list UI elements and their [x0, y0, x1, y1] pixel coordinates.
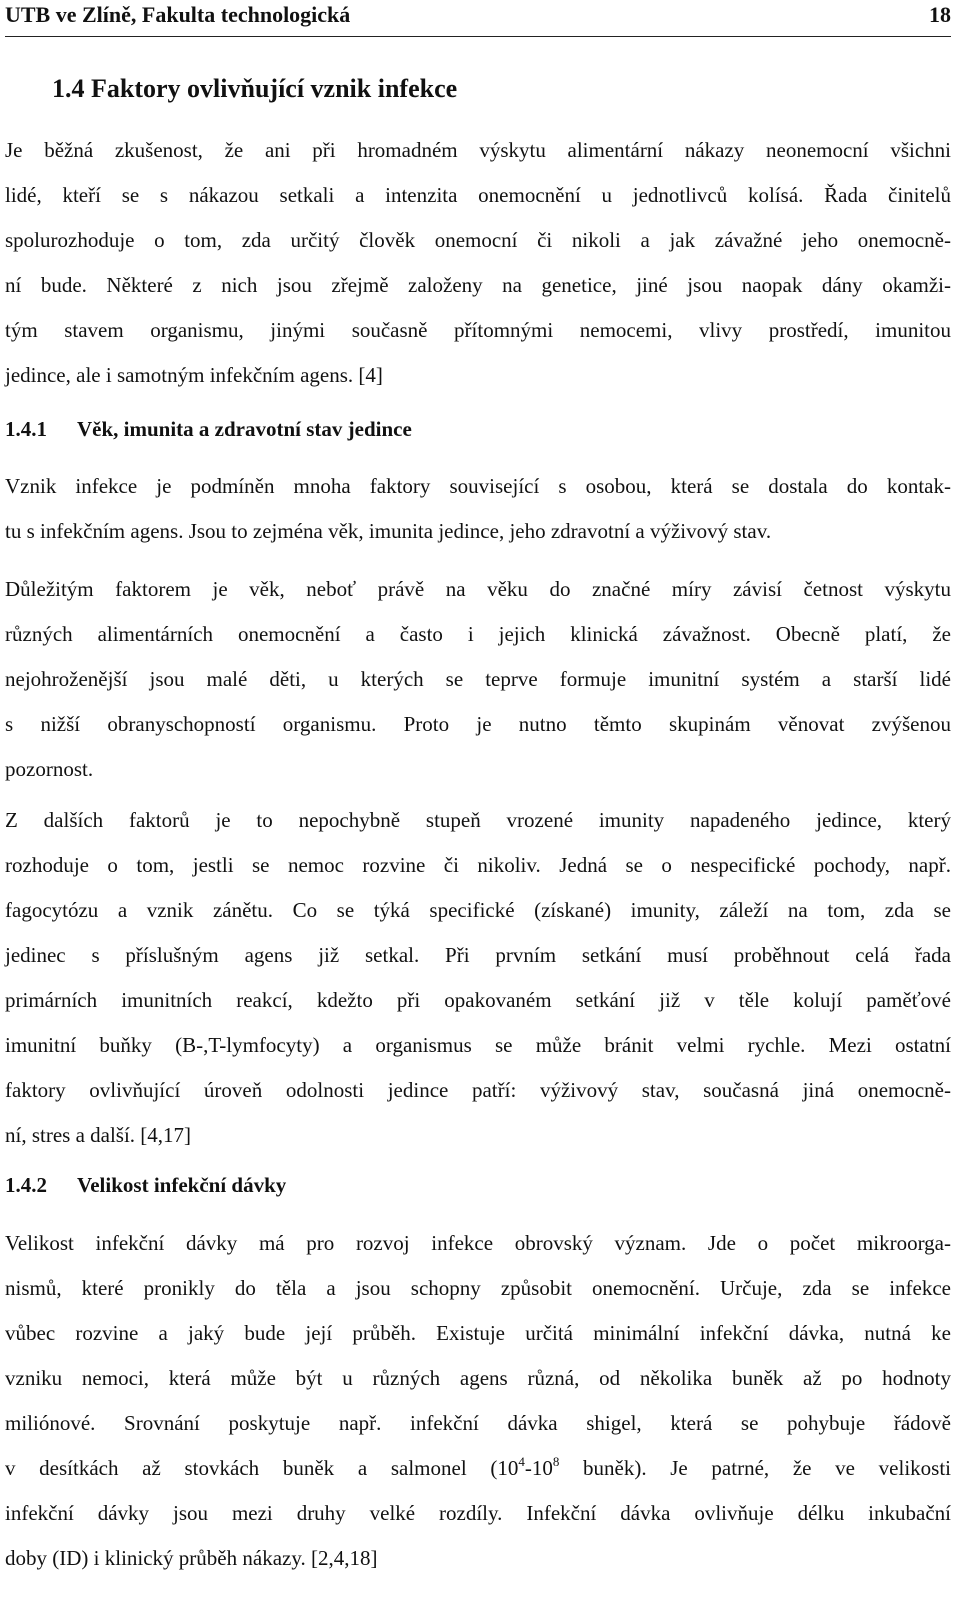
text-line: nismů, které pronikly do těla a jsou schopny způsobit onemocnění. Určuje, zda se infekce [5, 1276, 951, 1300]
subsection-heading-1-4-1 [5, 417, 412, 442]
text-line: Je běžná zkušenost, že ani při hromadném výskytu alimentární nákazy neonemocní všichni [5, 138, 951, 162]
text-line: fagocytózu a vznik zánětu. Co se týká specifické (získané) imunity, záleží na tom, zda se [5, 898, 951, 922]
text-line: Velikost infekční dávky má pro rozvoj infekce obrovský význam. Jde o počet mikroorga- [5, 1231, 951, 1255]
section-heading: 1.4 Faktory ovlivňující vznik infekce [52, 74, 458, 103]
page-header [5, 0, 951, 37]
text-line: infekční dávky jsou mezi druhy velké rozdíly. Infekční dávka ovlivňuje délku inkubační [5, 1501, 951, 1525]
text-line: tým stavem organismu, jinými současně přítomnými nemocemi, vlivy prostředí, imunitou [5, 318, 951, 342]
text-line: imunitní buňky (B-,T-lymfocyty) a organismus se může bránit velmi rychle. Mezi ostatní [5, 1033, 951, 1057]
subsection-heading-1-4-2 [5, 1173, 286, 1198]
text-line: ní, stres a další. [4,17] [5, 1123, 192, 1147]
text-line: vzniku nemoci, která může být u různých agens různá, od několika buněk až po hodnoty [5, 1366, 951, 1390]
header-institution: UTB ve Zlíně, Fakulta technologická [5, 2, 351, 27]
paragraph-age [5, 567, 951, 792]
paragraph-infection-factors [5, 464, 951, 554]
text-line: pozornost. [5, 757, 94, 781]
text-line: Důležitým faktorem je věk, neboť právě na věku do značné míry závisí četnost výskytu [5, 577, 951, 601]
text-line: s nižší obranyschopností organismu. Proto je nutno těmto skupinám věnovat zvýšenou [5, 712, 951, 736]
line-segment: v desítkách až stovkách buněk a salmonel (10 [5, 1456, 519, 1480]
text-line: tu s infekčním agens. Jsou to zejména věk, imunita jedince, jeho zdravotní a výživový stav. [5, 519, 772, 543]
text-line: vůbec rozvine a jaký bude její průběh. Existuje určitá minimální infekční dávka, nutná ke [5, 1321, 951, 1345]
exponent: 4 [518, 1454, 525, 1469]
paragraph-intro [5, 128, 951, 398]
line-segment: -10 [524, 1456, 553, 1480]
subsection-number: 1.4.1 [5, 417, 47, 441]
text-line: lidé, kteří se s nákazou setkali a intenzita onemocnění u jednotlivců kolísá. Řada činitelů [5, 183, 951, 207]
text-line: faktory ovlivňující úroveň odolnosti jedince patří: výživový stav, současná jiná onemocně- [5, 1078, 951, 1102]
text-line: Vznik infekce je podmíněn mnoha faktory související s osobou, která se dostala do kontak- [5, 474, 951, 498]
subsection-number: 1.4.2 [5, 1173, 47, 1197]
line-segment: buněk). Je patrné, že ve velikosti [559, 1456, 951, 1480]
text-line: jedinec s příslušným agens již setkal. Při prvním setkání musí proběhnout celá řada [5, 943, 951, 967]
text-line: jedince, ale i samotným infekčním agens. [4] [5, 363, 383, 387]
text-line: doby (ID) i klinický průběh nákazy. [2,4,18] [5, 1546, 378, 1570]
text-line: nejohroženější jsou malé děti, u kterých se teprve formuje imunitní systém a starší lidé [5, 667, 951, 691]
page-number: 18 [929, 2, 951, 27]
subsection-title: Věk, imunita a zdravotní stav jedince [77, 417, 412, 441]
text-line: miliónové. Srovnání poskytuje např. infekční dávka shigel, která se pohybuje řádově [5, 1411, 951, 1435]
subsection-title: Velikost infekční dávky [77, 1173, 287, 1197]
text-line: různých alimentárních onemocnění a často i jejich klinická závažnost. Obecně platí, že [5, 622, 951, 646]
paragraph-immunity [5, 798, 951, 1158]
text-line: ní bude. Některé z nich jsou zřejmě založeny na genetice, jiné jsou naopak dány okamži- [5, 273, 951, 297]
text-line: Z dalších faktorů je to nepochybně stupeň vrozené imunity napadeného jedince, který [5, 808, 951, 832]
text-line: spolurozhoduje o tom, zda určitý člověk onemocní či nikoli a jak závažné jeho onemocně- [5, 228, 951, 252]
text-line: primárních imunitních reakcí, kdežto při opakovaném setkání již v těle kolují paměťové [5, 988, 951, 1012]
paragraph-infectious-dose [5, 1221, 951, 1581]
text-line-exponent [5, 1446, 951, 1491]
exponent: 8 [552, 1454, 560, 1469]
text-line: rozhoduje o tom, jestli se nemoc rozvine či nikoliv. Jedná se o nespecifické pochody, např. [5, 853, 951, 877]
